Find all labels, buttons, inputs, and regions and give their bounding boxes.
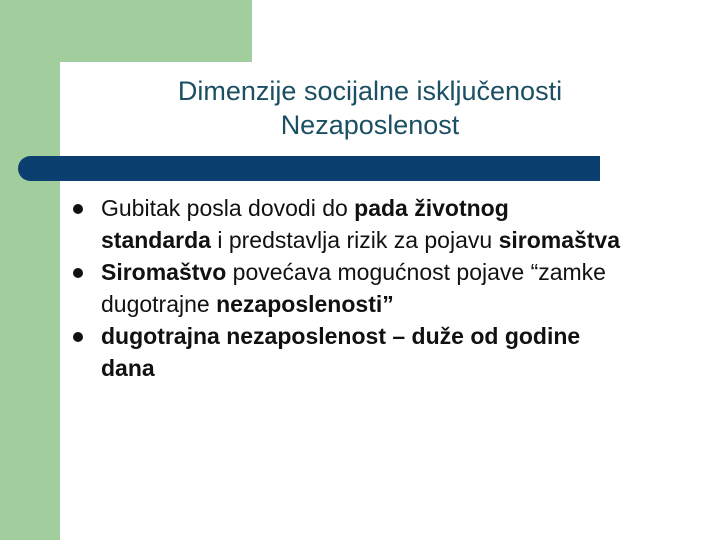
bullet-2-text-a: povećava mogućnost pojave “zamke dugotrajne <box>101 259 606 317</box>
bullet-dot-icon <box>73 204 83 214</box>
bullet-2-bold-a: Siromaštvo <box>101 259 227 285</box>
bullet-item-2 <box>0 256 621 320</box>
bullet-1-text-a: Gubitak posla dovodi do <box>101 195 355 221</box>
slide-title-line-2: Nezaposlenost <box>280 110 460 140</box>
title-divider-bar <box>18 156 600 181</box>
bullet-dot-icon <box>73 332 83 342</box>
slide-title <box>60 74 680 142</box>
bullet-2-bold-b: nezaposlenosti” <box>216 291 394 317</box>
slide-title-line-1: Dimenzije socijalne isključenosti <box>177 76 563 106</box>
decorative-green-corner-top <box>0 0 252 62</box>
bullet-1-text-b: i predstavlja rizik za pojavu <box>210 227 499 253</box>
bullet-item-3 <box>0 320 621 384</box>
bullet-1-bold-b: siromaštva <box>498 227 621 253</box>
bullet-3-bold-a: dugotrajna nezaposlenost – duže od godine dana <box>101 323 581 381</box>
bullet-dot-icon <box>73 268 83 278</box>
bullet-list <box>0 192 720 384</box>
bullet-1-bold-a: pada životnog standarda <box>101 195 509 253</box>
bullet-item-1 <box>0 192 621 256</box>
